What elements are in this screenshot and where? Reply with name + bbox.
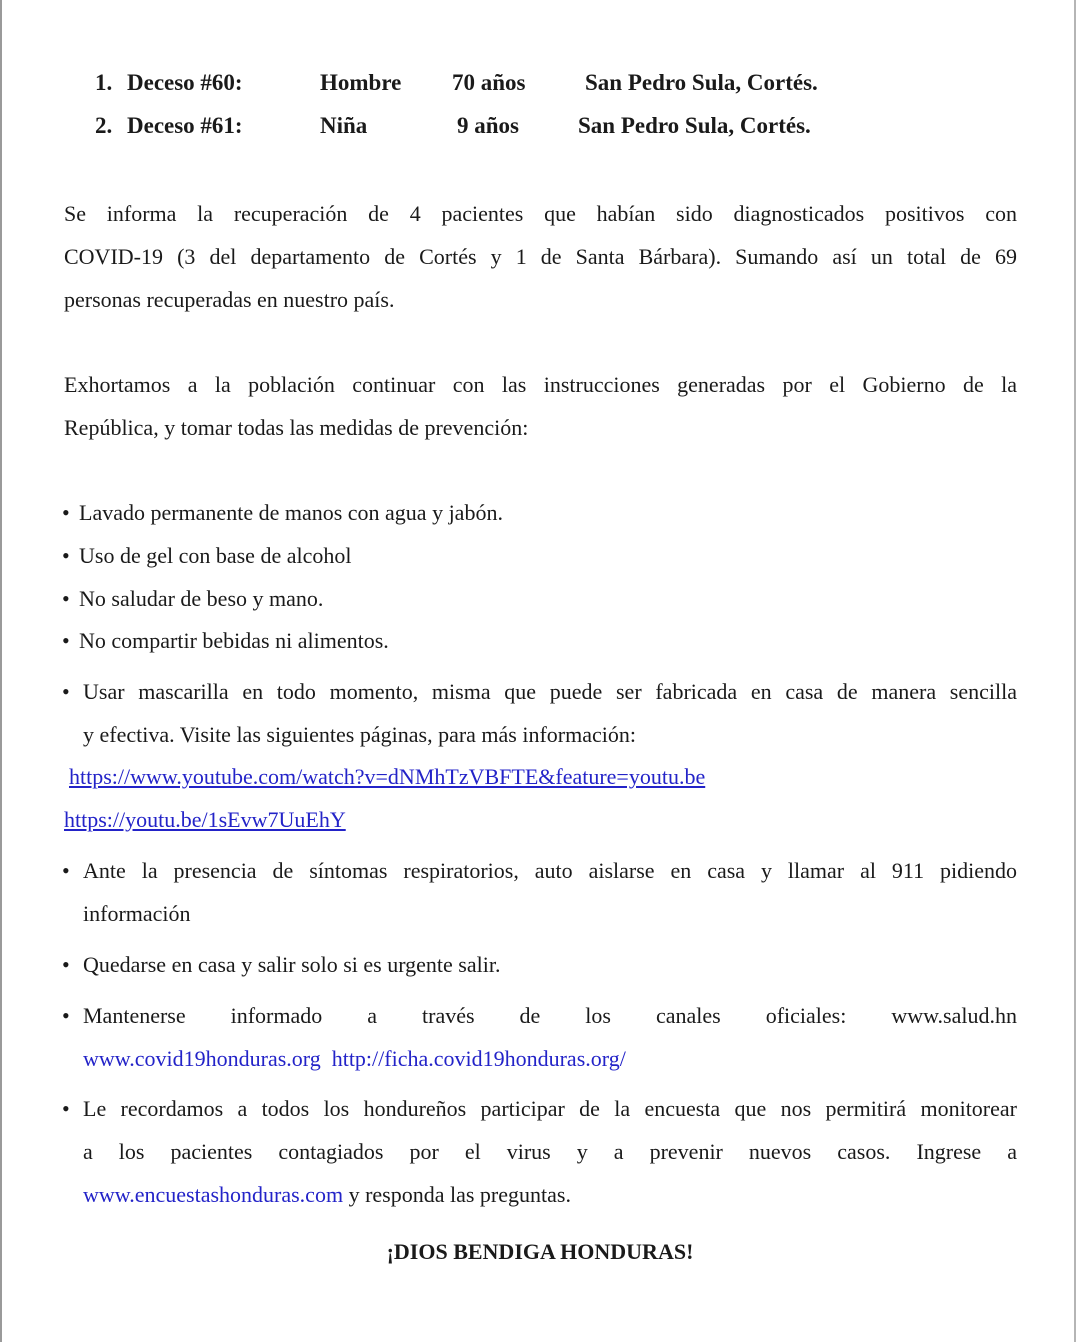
youtube-link-2[interactable]: https://youtu.be/1sEvw7UuEhY <box>64 807 346 832</box>
closing-blessing: ¡DIOS BENDIGA HONDURAS! <box>386 1239 694 1264</box>
measure-text: No saludar de beso y mano. <box>79 586 324 611</box>
covid19honduras-link[interactable]: www.covid19honduras.org <box>83 1046 321 1071</box>
bullet-icon: • <box>62 858 70 883</box>
measure-symptoms-text <box>83 849 1017 935</box>
measure-survey-line-1: Le recordamos a todos los hondureños participar de la encuesta que nos permitirá monitorear <box>83 1096 1017 1121</box>
measure-survey-text <box>83 1087 1017 1216</box>
measure-text: Uso de gel con base de alcohol <box>79 543 352 568</box>
youtube-short-url-line <box>64 798 346 841</box>
death-sex: Niña <box>320 113 368 138</box>
recovery-line-2: COVID-19 (3 del departamento de Cortés y 1 de Santa Bárbara). Sumando así un total de 69 <box>64 244 1017 269</box>
death-age: 9 años <box>457 113 519 138</box>
measure-survey-line-3 <box>83 1173 1017 1216</box>
death-entry-60 <box>0 70 1080 110</box>
death-sex: Hombre <box>320 70 402 95</box>
death-entry-61 <box>0 113 1080 153</box>
measure-survey-line-2: a los pacientes contagiados por el virus y a prevenir nuevos casos. Ingrese a <box>83 1139 1017 1164</box>
measure-gel <box>62 534 351 577</box>
death-place: San Pedro Sula, Cortés. <box>585 70 818 95</box>
measure-no-sharing <box>62 619 389 662</box>
measure-mask-line-1: Usar mascarilla en todo momento, misma que puede ser fabricada en casa de manera sencilla <box>83 679 1017 704</box>
death-number: 2. <box>95 113 113 138</box>
page-left-border <box>0 0 2 1342</box>
measure-survey-tail: y responda las preguntas. <box>343 1182 571 1207</box>
measure-symptoms-line-2: información <box>83 901 191 926</box>
bullet-icon: • <box>62 1096 70 1121</box>
measure-no-greeting <box>62 577 323 620</box>
death-number: 1. <box>95 70 113 95</box>
measure-channels-line-1: Mantenerse informado a través de los canales oficiales: www.salud.hn <box>83 1003 1017 1028</box>
measure-text: No compartir bebidas ni alimentos. <box>79 628 389 653</box>
death-label: Deceso #60: <box>127 70 243 95</box>
bullet-icon: • <box>62 586 70 611</box>
death-age: 70 años <box>452 70 526 95</box>
measure-stay-home-text <box>83 943 1017 986</box>
youtube-link-1[interactable]: https://www.youtube.com/watch?v=dNMhTzVBFTE&feature=youtu.be <box>69 764 706 789</box>
bullet-icon: • <box>62 543 70 568</box>
measure-channels-line-2 <box>83 1037 1017 1080</box>
measure-stay-home-line: Quedarse en casa y salir solo si es urgente salir. <box>83 952 501 977</box>
exhort-line-2: República, y tomar todas las medidas de prevención: <box>64 415 529 440</box>
recovery-line-1: Se informa la recuperación de 4 pacientes que habían sido diagnosticados positivos con <box>64 201 1017 226</box>
bullet-icon: • <box>62 952 70 977</box>
measure-mask-line-2: y efectiva. Visite las siguientes páginas, para más información: <box>83 722 636 747</box>
measure-text: Lavado permanente de manos con agua y jabón. <box>79 500 503 525</box>
ficha-covid19-link[interactable]: http://ficha.covid19honduras.org/ <box>331 1046 626 1071</box>
exhort-line-1: Exhortamos a la población continuar con las instrucciones generadas por el Gobierno de la <box>64 372 1017 397</box>
recovery-line-3: personas recuperadas en nuestro país. <box>64 287 395 312</box>
death-label: Deceso #61: <box>127 113 243 138</box>
measure-mask-text <box>83 670 1017 756</box>
bullet-icon: • <box>62 1003 70 1028</box>
youtube-url-line <box>69 755 705 798</box>
bullet-icon: • <box>62 679 70 704</box>
page-right-border <box>1074 0 1076 1342</box>
measure-symptoms-line-1: Ante la presencia de síntomas respiratorios, auto aislarse en casa y llamar al 911 pidiendo <box>83 858 1017 883</box>
bullet-icon: • <box>62 628 70 653</box>
exhort-paragraph <box>64 363 1017 449</box>
measure-channels-text <box>83 994 1017 1080</box>
recovery-paragraph <box>64 192 1017 321</box>
death-place: San Pedro Sula, Cortés. <box>578 113 811 138</box>
bullet-icon: • <box>62 500 70 525</box>
encuestas-link[interactable]: www.encuestashonduras.com <box>83 1182 344 1207</box>
measure-handwashing <box>62 491 503 534</box>
